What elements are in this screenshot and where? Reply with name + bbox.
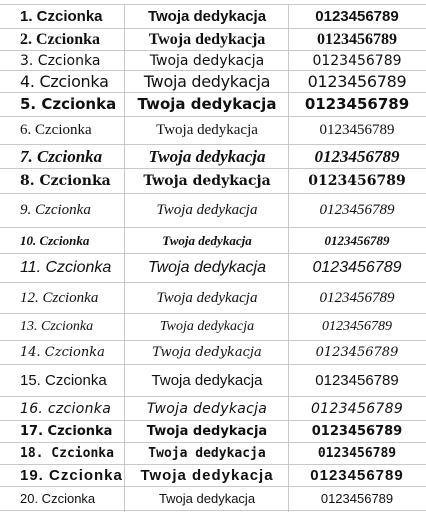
- font-row: [0, 465, 426, 486]
- font-name: 20. Czcionka: [20, 491, 96, 506]
- font-name: 8. Czcionka: [20, 173, 111, 189]
- dedication-sample: Twoja dedykacja: [143, 173, 271, 189]
- font-name: 12. Czcionka: [20, 289, 99, 306]
- font-row: [0, 341, 426, 364]
- font-name: 14. Czcionka: [20, 345, 105, 360]
- font-name: 5. Czcionka: [20, 95, 117, 113]
- digits-sample: 0123456789: [319, 122, 395, 138]
- font-name: 18. Czcionka: [20, 446, 114, 461]
- dedication-sample: Twoja dedykacja: [143, 71, 271, 91]
- dedication-sample: Twoja dedykacja: [137, 95, 277, 113]
- font-row: [0, 29, 426, 50]
- dedication-sample: Twoja dedykacja: [156, 289, 258, 306]
- font-row: [0, 365, 426, 396]
- font-row: [0, 397, 426, 420]
- font-row: [0, 71, 426, 92]
- digits-sample: 0123456789: [314, 147, 400, 166]
- dedication-sample: Twoja dedykacja: [148, 259, 266, 276]
- digits-sample: 0123456789: [311, 424, 403, 439]
- digits-sample: 0123456789: [315, 372, 399, 389]
- font-name: 7. Czcionka: [20, 147, 103, 166]
- digits-sample: 0123456789: [324, 233, 390, 248]
- font-name: 4. Czcionka: [20, 71, 109, 91]
- font-row: [0, 443, 426, 464]
- dedication-sample: Twoja dedykacja: [148, 446, 266, 461]
- digits-sample: 0123456789: [310, 400, 404, 417]
- font-name: 10. Czcionka: [20, 233, 90, 248]
- digits-sample: 0123456789: [312, 52, 402, 69]
- dedication-sample: Twoja dedykacja: [147, 8, 267, 25]
- digits-sample: 0123456789: [322, 319, 392, 334]
- font-row: [0, 283, 426, 313]
- dedication-sample: Twoja dedykacja: [152, 345, 262, 360]
- font-name: 3. Czcionka: [20, 52, 101, 69]
- font-row: [0, 117, 426, 144]
- font-row: [0, 228, 426, 253]
- font-row: [0, 314, 426, 340]
- font-name: 9. Czcionka: [20, 202, 91, 218]
- font-row: [0, 93, 426, 116]
- font-name: 16. czcionka: [20, 400, 112, 417]
- digits-sample: 0123456789: [317, 446, 397, 461]
- dedication-sample: Twoja dedykacja: [156, 202, 258, 218]
- digits-sample: 0123456789: [304, 95, 410, 113]
- row-rule: [0, 510, 426, 511]
- dedication-sample: Twoja dedykacja: [149, 52, 265, 69]
- digits-sample: 0123456789: [319, 202, 395, 218]
- font-row: [0, 169, 426, 193]
- font-name: 6. Czcionka: [20, 122, 92, 138]
- dedication-sample: Twoja dedykacja: [162, 233, 252, 248]
- font-name: 19. Czcionka: [20, 467, 123, 484]
- font-name: 15. Czcionka: [20, 372, 107, 389]
- digits-sample: 0123456789: [310, 467, 404, 484]
- dedication-sample: Twoja dedykacja: [140, 467, 274, 484]
- digits-sample: 0123456789: [307, 71, 407, 91]
- digits-sample: 0123456789: [315, 345, 399, 360]
- digits-sample: 0123456789: [319, 289, 395, 306]
- dedication-sample: Twoja dedykacja: [146, 424, 268, 439]
- digits-sample: 0123456789: [315, 8, 399, 25]
- dedication-sample: Twoja dedykacja: [148, 30, 266, 48]
- digits-sample: 0123456789: [317, 30, 397, 48]
- font-row: [0, 487, 426, 510]
- digits-sample: 0123456789: [320, 491, 394, 506]
- font-row: [0, 51, 426, 70]
- font-row: [0, 194, 426, 227]
- dedication-sample: Twoja dedykacja: [156, 122, 258, 138]
- digits-sample: 0123456789: [308, 173, 406, 189]
- font-row: [0, 145, 426, 168]
- font-name: 13. Czcionka: [20, 319, 94, 334]
- dedication-sample: Twoja dedykacja: [148, 147, 266, 166]
- dedication-sample: Twoja dedykacja: [151, 372, 263, 389]
- font-name: 11. Czcionka: [20, 259, 112, 276]
- font-name: 17. Czcionka: [20, 424, 113, 439]
- font-row: [0, 254, 426, 282]
- dedication-sample: Twoja dedykacja: [159, 319, 255, 334]
- digits-sample: 0123456789: [312, 259, 402, 276]
- font-name: 2. Czcionka: [20, 30, 100, 48]
- dedication-sample: Twoja dedykacja: [158, 491, 256, 506]
- font-name: 1. Czcionka: [20, 8, 103, 25]
- font-row: [0, 421, 426, 442]
- dedication-sample: Twoja dedykacja: [146, 400, 268, 417]
- font-row: [0, 5, 426, 28]
